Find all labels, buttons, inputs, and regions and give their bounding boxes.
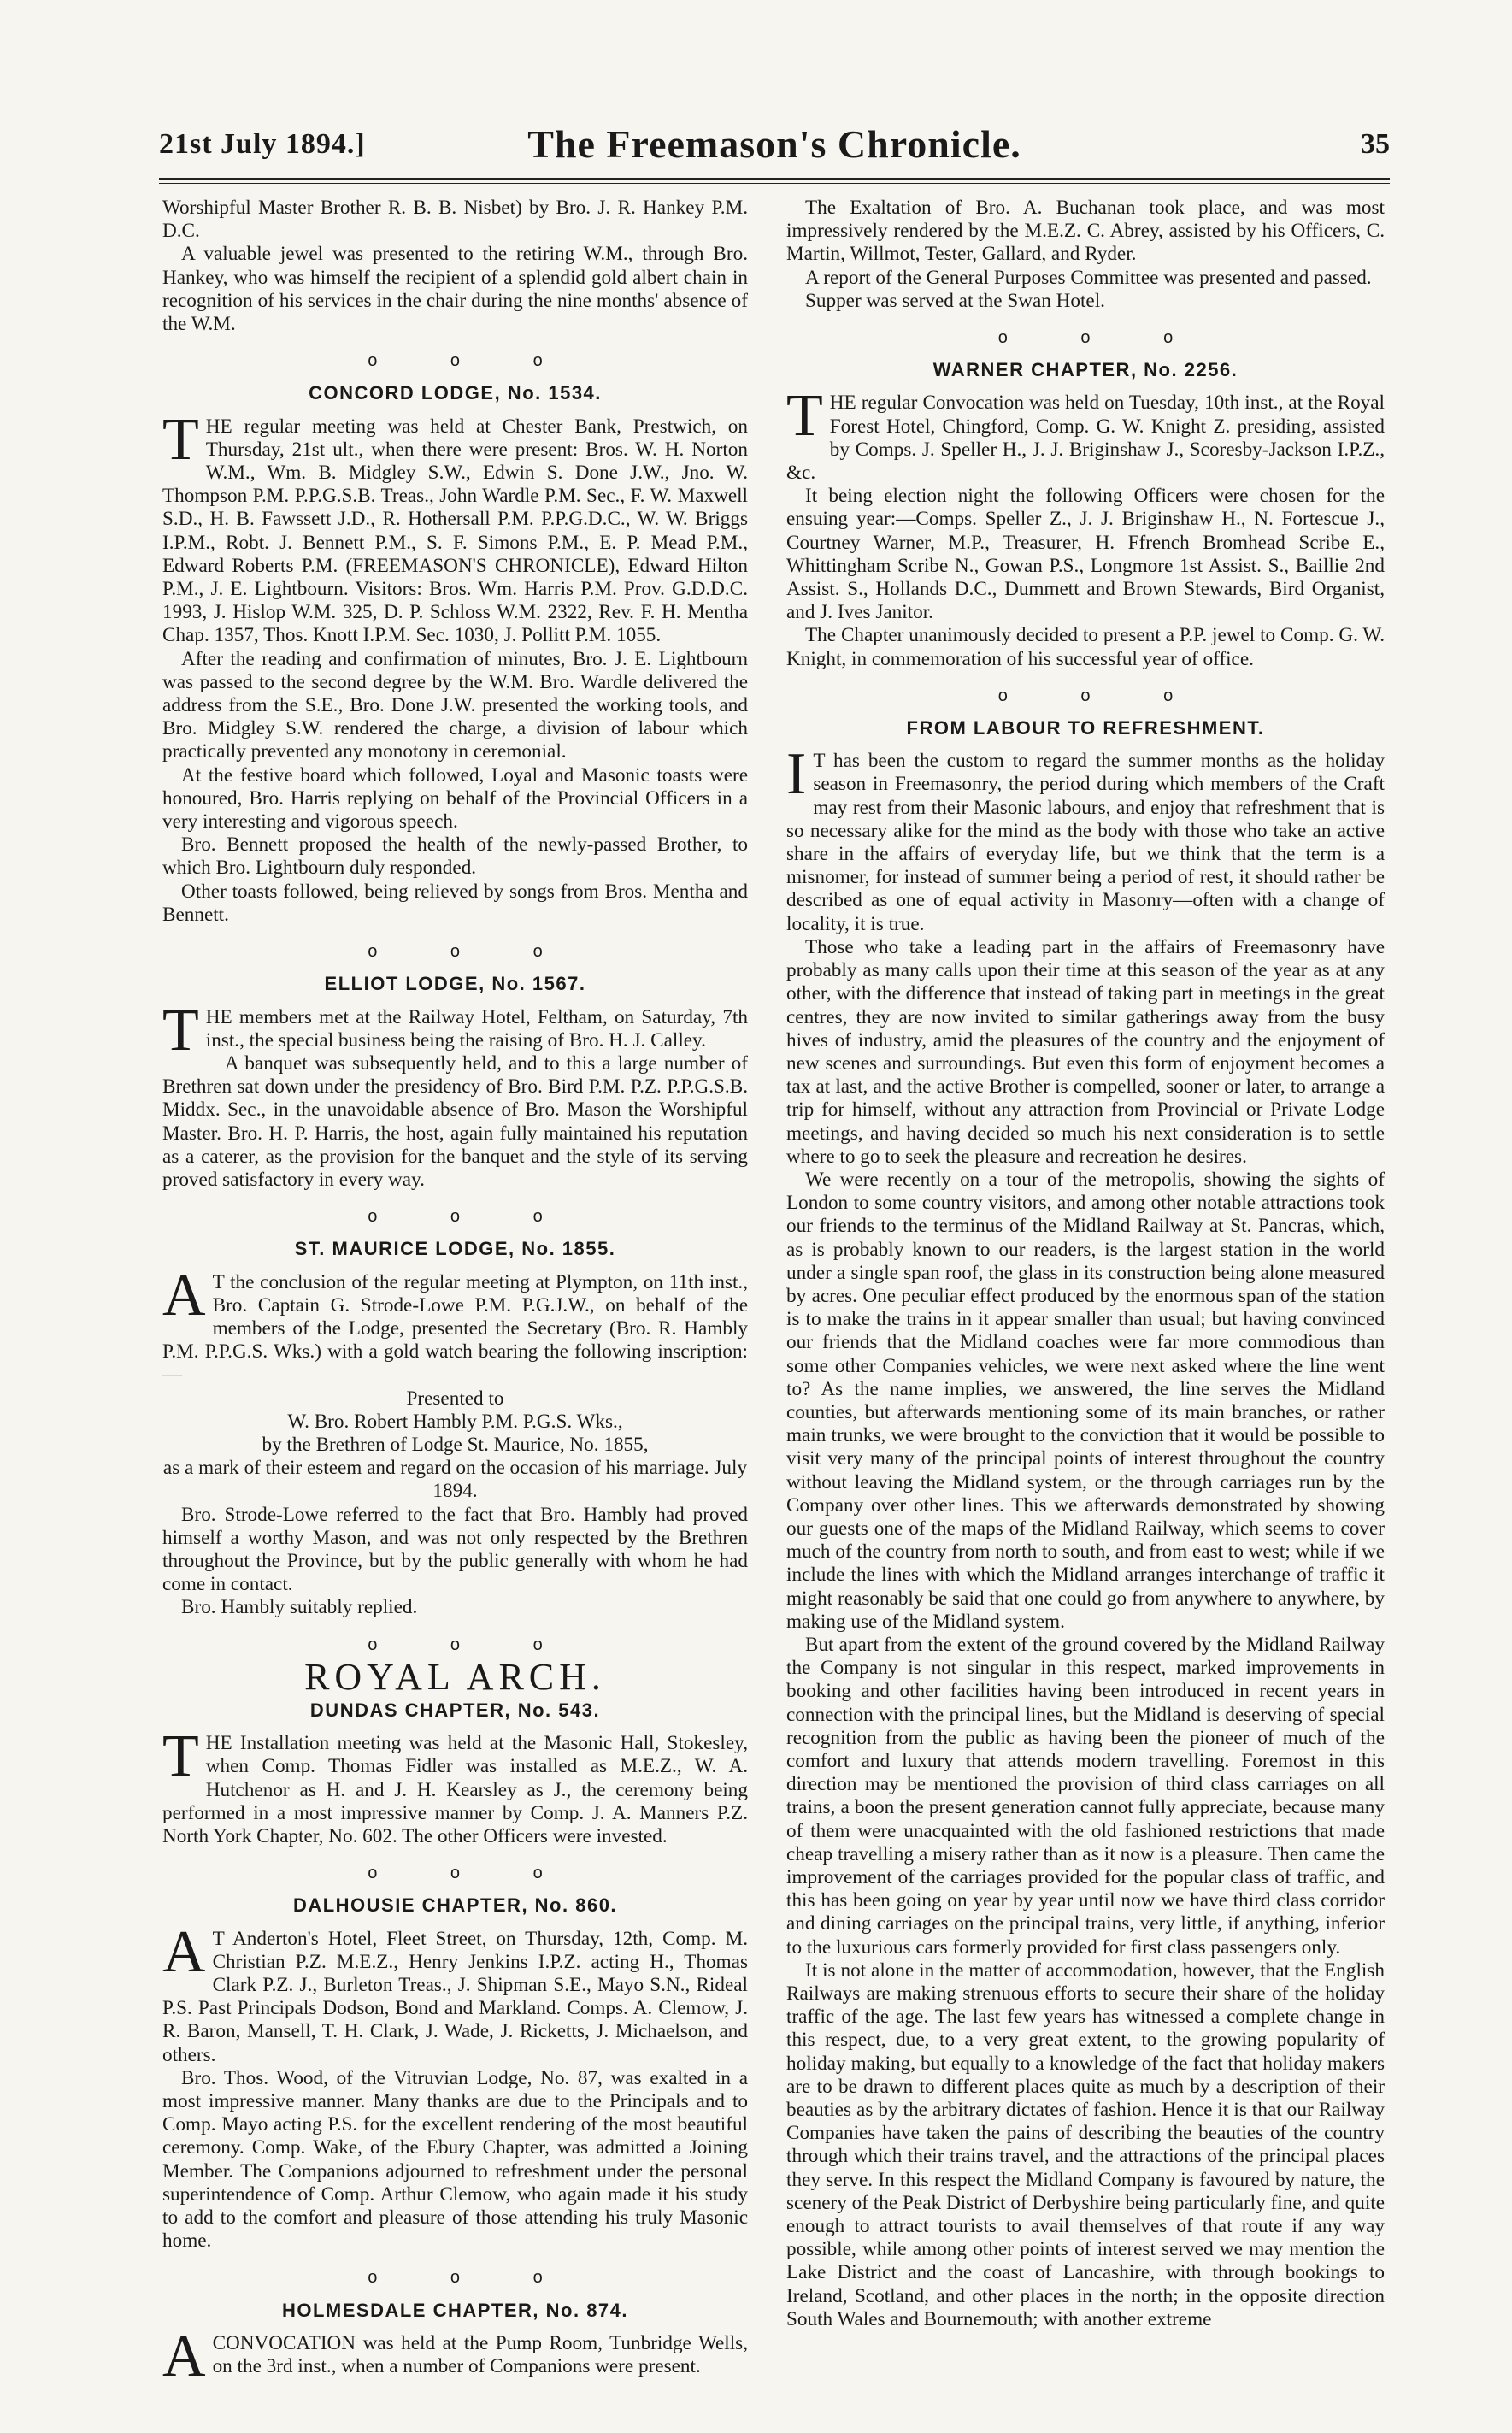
section-ornament: o o o — [368, 1635, 577, 1654]
paragraph: THE regular Convocation was held on Tuesday, 10th inst., at the Royal Forest Hotel, Chingford, Comp. G. W. Knight Z. presiding, assisted by Comps. J. Speller H., J. J. Briginshaw J., Scoresby-Jackson I.P.Z., &c. — [786, 383, 1385, 485]
paragraph: Bro. Thos. Wood, of the Vitruvian Lodge, No. 87, was exalted in a most impressive manner. Many thanks are due to the Principals and to Comp. Mayo acting P.S. for the excellent rendering of the most beautiful ceremony. Comp. Wake, of the Ebury Chapter, was admitted a Joining Member. The Companions adjourned to refreshment under the personal superintendence of Comp. Arthur Clemow, who again made it his study to add to the comfort and pleasure of those attending his truly Masonic home. — [162, 2066, 748, 2253]
masthead — [159, 120, 1390, 171]
paragraph: The Exaltation of Bro. A. Buchanan took place, and was most impressively rendered by the M.E.Z. C. Abrey, assisted by his Officers, C. Martin, Willmot, Tester, Gallard, and Ryder. — [786, 197, 1385, 266]
paragraph: A banquet was subsequently held, and to this a large number of Brethren sat down under the presidency of Bro. Bird P.M. P.Z. P.P.G.S.B. Middx. Sec., in the unavoidable absence of Bro. Mason the Worshipful Master. Bro. H. P. Harris, the host, again fully maintained his reputation as a caterer, as the provision for the banquet and the style of its serving proved satisfactory in every way. — [162, 1052, 748, 1191]
paragraph: Those who take a leading part in the affairs of Freemasonry have probably as many calls upon their time at this season of the year as at any other, with the difference that instead of taking part in meetings in the great centres, they are now invited to similar gatherings away from the busy hives of industry, amid the pleasures of the country and the enjoyment of new scenes and surroundings. But even this form of enjoyment becomes a tax at last, and the active Brother is compelled, sooner or later, to arrange a trip for himself, without any attraction from Provincial or Private Lodge meetings, and having decided so much his next consideration is to settle where to go to seek the pleasure and recreation he desires. — [786, 935, 1385, 1168]
right-column — [786, 197, 1385, 2331]
paragraph: A valuable jewel was presented to the retiring W.M., through Bro. Hankey, who was himself the recipient of a splendid gold albert chain in recognition of his services in the chair during the nine months' absence of the W.M. — [162, 243, 748, 336]
section-ornament: o o o — [368, 351, 577, 371]
paragraph: But apart from the extent of the ground covered by the Midland Railway the Company is not singular in this respect, marked improvements in booking and other facilities having been introduced in recent years in connection with the principal lines, but the Midland is deserving of special recognition from the public as having been the pioneer of much of the comfort and luxury that attends modern travelling. Foremost in this direction may be mentioned the provision of third class carriages on all trains, a boon the present generation cannot fully appreciate, because many of them were unacquainted with the old fashioned restrictions that made cheap travelling a misery rather than as it now is a pleasure. Then came the improvement of the carriages provided for the popular class of traffic, and this has been going on year by year until now we have third class corridor and dining carriages on the principal trains, very little, if anything, inferior to the luxurious cars formerly provided for first class passengers only. — [786, 1633, 1385, 1959]
section-heading-holmesdale-chapter: HOLMESDALE CHAPTER, No. 874. — [281, 2299, 629, 2321]
paragraph: THE Installation meeting was held at the Masonic Hall, Stokesley, when Comp. Thomas Fidler was installed as M.E.Z., W. A. Hutchenor as H. and J. H. Kearsley as J., the ceremony being performed in a most impressive manner by Comp. J. A. Manners P.Z. North York Chapter, No. 602. The other Officers were invested. — [162, 1723, 748, 1847]
section-heading-warner-chapter: WARNER CHAPTER, No. 2256. — [932, 359, 1238, 381]
inscription-line: W. Bro. Robert Hambly P.M. P.G.S. Wks., — [287, 1410, 623, 1433]
page-number: 35 — [1361, 128, 1390, 160]
section-heading-st-maurice-lodge: ST. MAURICE LODGE, No. 1855. — [294, 1238, 616, 1260]
paragraph: AT the conclusion of the regular meeting at Plympton, on 11th inst., Bro. Captain G. Strode-Lowe P.M. P.G.J.W., on behalf of the members of the Lodge, presented the Secretary (Bro. R. Hambly P.M. P.P.G.S. Wks.) with a gold watch bearing the following inscription:— — [162, 1262, 748, 1387]
publication-title: The Freemason's Chronicle. — [527, 122, 1021, 166]
paragraph: Bro. Bennett proposed the health of the newly-passed Brother, to which Bro. Lightbourn duly responded. — [162, 834, 748, 880]
paragraph: ACONVOCATION was held at the Pump Room, Tunbridge Wells, on the 3rd inst., when a number of Companions were present. — [162, 2323, 748, 2389]
section-heading-royal-arch: ROYAL ARCH. — [304, 1655, 606, 1698]
section-heading-concord-lodge: CONCORD LODGE, No. 1534. — [309, 382, 602, 404]
paragraph: THE members met at the Railway Hotel, Feltham, on Saturday, 7th inst., the special business being the raising of Bro. H. J. Calley. — [162, 997, 748, 1063]
inscription-line: by the Brethren of Lodge St. Maurice, No. 1855, — [262, 1433, 649, 1456]
section-ornament: o o o — [368, 942, 577, 962]
section-ornament: o o o — [997, 686, 1208, 705]
paragraph: The Chapter unanimously decided to present a P.P. jewel to Comp. G. W. Knight, in commemoration of his successful year of office. — [786, 624, 1385, 670]
section-heading-dalhousie-chapter: DALHOUSIE CHAPTER, No. 860. — [292, 1894, 618, 1917]
paragraph: It being election night the following Officers were chosen for the ensuing year:—Comps. Speller Z., J. J. Briginshaw H., N. Fortescue J., Courtney Warner, M.P., Treasurer, H. Ffrench Bromhead Scribe E., Whittingham Scribe N., Gowan P.S., Longmore 1st Assist. S., Baillie 2nd Assist. S., Hollands D.C., Dummett and Brown Stewards, Bird Organist, and J. Ives Janitor. — [786, 485, 1385, 624]
paragraph: It is not alone in the matter of accommodation, however, that the English Railways are making strenuous efforts to secure their share of the holiday traffic of the age. The last few years has witnessed a complete change in this respect, due, to a very great extent, to the growing popularity of holiday making, but equally to a knowledge of the fact that holiday makers are to be drawn to different places quite as much by a description of their beauties as by the arbitrary dictates of fashion. Hence it is that our Railway Companies have taken the pains of describing the beauties of the country through which their trains travel, and the attractions of the principal places they serve. In this respect the Midland Company is favoured by nature, the scenery of the Peak District of Derbyshire being particularly fine, and quite enough to attract tourists to avail themselves of that route if any way possible, while among other points of interest served we may mention the Lake District and the coast of Lancashire, with through bookings to Ireland, Scotland, and other places in the north; in the opposite direction South Wales and Bournemouth; with another extreme — [786, 1959, 1385, 2330]
paragraph: We were recently on a tour of the metropolis, showing the sights of London to some country visitors, and among other notable attractions took our friends to the terminus of the Midland Railway at St. Pancras, which, as is probably known to our readers, is the largest station in the world under a single span roof, the glass in its construction being alone measured by acres. One peculiar effect produced by the enormous span of the station is to make the trains in it appear smaller than usual; but having convinced our friends that the Midland coaches were far more commodious than some other Companies vehicles, we were next asked where the line went to? As the name implies, we answered, the line serves the Midland counties, but afterwards mentioning some of its main branches, or rather main trunks, we were brought to the conviction that it would be possible to visit very many of the principal points of interest throughout the country without leaving the Midland system, or the through carriages run by the Company over other lines. This we afterwards demonstrated by showing our guests one of the maps of the Midland Railway, which seems to cover much of the country from north to south, and from east to west; while if we include the lines with which the Midland arranges interchange of traffic it might reasonably be said that one could go from anywhere to anywhere, by making use of the Midland system. — [786, 1168, 1385, 1633]
paragraph: After the reading and confirmation of minutes, Bro. J. E. Lightbourn was passed to the second degree by the W.M. Bro. Wardle delivered the address from the S.E., Bro. Done J.W. presented the working tools, and Bro. Midgley S.W. rendered the charge, a division of labour which practically prevented any monotony in ceremonial. — [162, 647, 748, 763]
masthead-rule-thick — [159, 178, 1390, 180]
paragraph: IT has been the custom to regard the summer months as the holiday season in Freemasonry, the period during which members of the Craft may rest from their Masonic labours, and enjoy that refreshment that is so necessary alike for the mind as the body with those who take an active share in the affairs of everyday life, but we think that the term is a misnomer, for instead of summer being a period of rest, it should rather be described as one of equal activity in Masonry—often with a change of locality, it is true. — [786, 741, 1385, 935]
left-column — [162, 197, 748, 2389]
inscription-line: as a mark of their esteem and regard on the occasion of his marriage. July 1894. — [162, 1457, 748, 1503]
paragraph: A report of the General Purposes Committee was presented and passed. — [805, 266, 1372, 289]
section-heading-dundas-chapter: DUNDAS CHAPTER, No. 543. — [309, 1699, 601, 1721]
paragraph: Bro. Strode-Lowe referred to the fact that Bro. Hambly had proved himself a worthy Mason, and was not only respected by the Brethren throughout the Province, but by the public generally with whom he had come in contact. — [162, 1503, 748, 1596]
masthead-rule-thin — [159, 183, 1390, 184]
paragraph: Supper was served at the Swan Hotel. — [805, 289, 1105, 312]
paragraph: THE regular meeting was held at Chester Bank, Prestwich, on Thursday, 21st ult., when there were present: Bros. W. H. Norton W.M., Wm. B. Midgley S.W., Edwin S. Done J.W., Jno. W. Thompson P.M. P.P.G.S.B. Treas., John Wardle P.M. Sec., F. W. Maxwell S.D., H. B. Fawssett J.D., R. Hothersall P.M. P.P.G.D.C., W. W. Briggs I.P.M., Robt. J. Bennett P.M., S. F. Simons P.M., E. P. Mead P.M., Edward Roberts P.M. (FREEMASON'S CHRONICLE), Edward Hilton P.M., J. E. Lightbourn. Visitors: Bros. Wm. Harris P.M. Prov. G.D.D.C. 1993, J. Hislop W.M. 325, D. P. Schloss W.M. 2322, Rev. F. H. Mentha Chap. 1357, Thos. Knott I.P.M. Sec. 1030, J. Pollitt P.M. 1055. — [162, 406, 748, 647]
section-heading-labour-to-refreshment: FROM LABOUR TO REFRESHMENT. — [906, 717, 1265, 739]
section-ornament: o o o — [997, 328, 1208, 348]
section-ornament: o o o — [368, 1207, 577, 1227]
paragraph: Worshipful Master Brother R. B. B. Nisbet) by Bro. J. R. Hankey P.M. D.C. — [162, 197, 748, 243]
paragraph: At the festive board which followed, Loyal and Masonic toasts were honoured, Bro. Harris replying on behalf of the Provincial Officers in a very interesting and vigorous speech. — [162, 763, 748, 834]
section-heading-elliot-lodge: ELLIOT LODGE, No. 1567. — [324, 973, 586, 995]
paragraph: AT Anderton's Hotel, Fleet Street, on Thursday, 12th, Comp. M. Christian P.Z. M.E.Z., Henry Jenkins I.P.Z. acting H., Thomas Clark P.Z. J., Burleton Treas., J. Shipman S.E., Mayo S.N., Rideal P.S. Past Principals Dodson, Bond and Markland. Comps. A. Clemow, J. R. Baron, Mansell, T. H. Clark, J. Wade, J. Ricketts, J. Michaelson, and others. — [162, 1918, 748, 2066]
paragraph: Bro. Hambly suitably replied. — [181, 1596, 418, 1619]
section-ornament: o o o — [368, 1864, 577, 1883]
section-ornament: o o o — [368, 2268, 577, 2288]
paragraph: Other toasts followed, being relieved by songs from Bros. Mentha and Bennett. — [162, 880, 748, 926]
issue-date: 21st July 1894.] — [159, 128, 366, 160]
inscription-line: Presented to — [406, 1387, 504, 1410]
